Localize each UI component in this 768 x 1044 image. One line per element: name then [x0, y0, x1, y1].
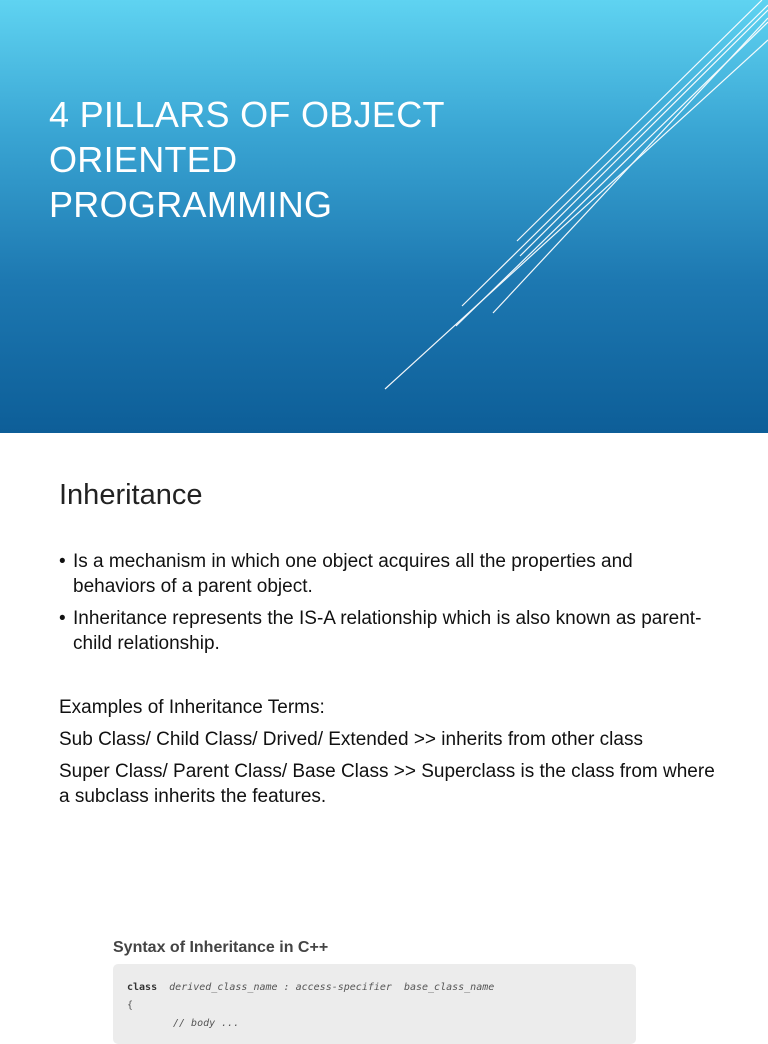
code-keyword: class — [127, 982, 158, 993]
code-block — [113, 964, 636, 1044]
diagonal-line — [462, 5, 768, 306]
code-line — [127, 982, 494, 993]
bullet-item: • Is a mechanism in which one object acquires all the properties and behaviors of a parent object. — [59, 549, 709, 599]
bullet-list — [59, 549, 709, 663]
syntax-caption: Syntax of Inheritance in C++ — [113, 939, 329, 956]
term-superclass: Super Class/ Parent Class/ Base Class >> Superclass is the class from where a subclass inherits the features. — [59, 761, 715, 807]
slide-title — [49, 92, 479, 227]
title-line-3: PROGRAMMING — [49, 184, 333, 225]
examples-block — [59, 695, 719, 816]
code-open-brace: { — [127, 1000, 134, 1011]
diagonal-line — [493, 18, 768, 313]
content-slide — [0, 433, 768, 1029]
title-slide — [0, 0, 768, 433]
diagonal-line — [517, 0, 762, 241]
bullet-item: • Inheritance represents the IS-A relationship which is also known as parent-child relationship. — [59, 606, 709, 656]
section-heading: Inheritance — [59, 479, 203, 511]
term-subclass: Sub Class/ Child Class/ Drived/ Extended >> inherits from other class — [59, 729, 643, 750]
title-line-2: ORIENTED — [49, 139, 238, 180]
title-line-1: 4 PILLARS OF OBJECT — [49, 94, 445, 135]
code-comment: // body ... — [173, 1018, 240, 1029]
diagonal-line — [520, 10, 768, 256]
code-signature: derived_class_name : access-specifier base_class_name — [169, 982, 495, 993]
examples-heading: Examples of Inheritance Terms: — [59, 697, 325, 718]
